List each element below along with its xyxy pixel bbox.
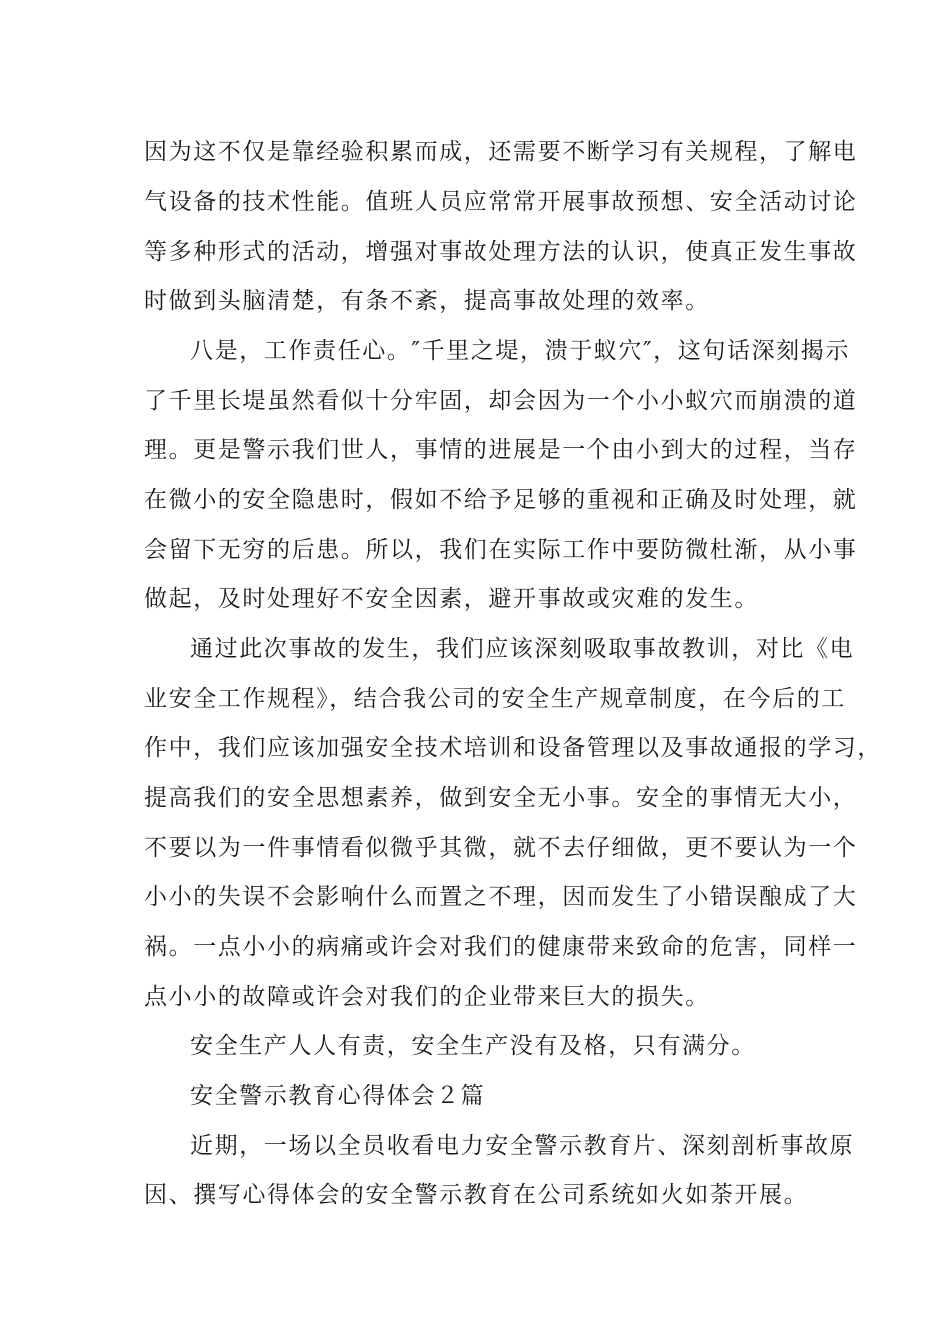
text-line: 因、撰写心得体会的安全警示教育在公司系统如火如荼开展。 xyxy=(144,1182,809,1208)
text-line: 等多种形式的活动，增强对事故处理方法的认识，使真正发生事故 xyxy=(144,239,858,265)
section-heading: 安全警示教育心得体会２篇 xyxy=(190,1083,486,1109)
text-line: 理。更是警示我们世人，事情的进展是一个由小到大的过程，当存 xyxy=(144,437,858,463)
text-line: 在微小的安全隐患时，假如不给予足够的重视和正确及时处理，就 xyxy=(144,487,858,513)
text-line: 不要以为一件事情看似微乎其微，就不去仔细做，更不要认为一个 xyxy=(144,835,858,861)
text-line: 近期，一场以全员收看电力安全警示教育片、深刻剖析事故原 xyxy=(190,1133,855,1159)
text-line: 因为这不仅是靠经验积累而成，还需要不断学习有关规程，了解电 xyxy=(144,139,858,165)
text-line: 祸。一点小小的病痛或许会对我们的健康带来致命的危害，同样一 xyxy=(144,934,858,960)
text-line: 了千里长堤虽然看似十分牢固，却会因为一个小小蚁穴而崩溃的道 xyxy=(144,388,858,414)
text-line: 点小小的故障或许会对我们的企业带来巨大的损失。 xyxy=(144,984,710,1010)
text-line: 提高我们的安全思想素养，做到安全无小事。安全的事情无大小， xyxy=(144,785,858,811)
text-line: 八是，工作责任心。″千里之堤，溃于蚁穴″，这句话深刻揭示 xyxy=(190,338,850,364)
text-line: 安全生产人人有责，安全生产没有及格，只有满分。 xyxy=(190,1033,756,1059)
text-line: 气设备的技术性能。值班人员应常常开展事故预想、安全活动讨论 xyxy=(144,189,858,215)
text-line: 通过此次事故的发生，我们应该深刻吸取事故教训，对比《电 xyxy=(190,636,855,662)
text-line: 会留下无穷的后患。所以，我们在实际工作中要防微杜渐，从小事 xyxy=(144,537,858,563)
text-line: 业安全工作规程》，结合我公司的安全生产规章制度，在今后的工 xyxy=(144,686,846,712)
text-line: 小小的失误不会影响什么而置之不理，因而发生了小错误酿成了大 xyxy=(144,884,858,910)
text-line: 做起，及时处理好不安全因素，避开事故或灾难的发生。 xyxy=(144,586,759,612)
text-line: 时做到头脑清楚，有条不紊，提高事故处理的效率。 xyxy=(144,288,710,314)
text-line: 作中，我们应该加强安全技术培训和设备管理以及事故通报的学习， xyxy=(144,735,882,761)
